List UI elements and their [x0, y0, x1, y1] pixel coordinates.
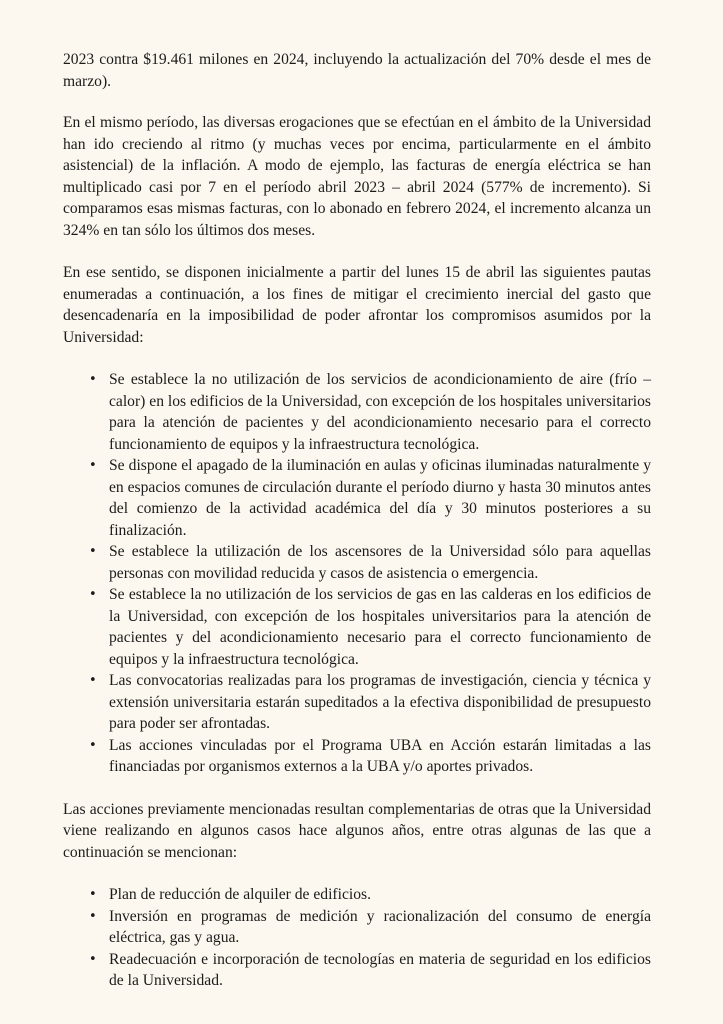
list-item-text: Las convocatorias realizadas para los programas de investigación, ciencia y técnica y extensión universitaria estarán supeditados a la efectiva disponibilidad de presupuesto para poder ser afrontadas.	[109, 672, 651, 732]
paragraph-budget-continuation: 2023 contra $19.461 milones en 2024, incluyendo la actualización del 70% desde el mes de marzo).	[63, 51, 651, 90]
list-item-text: Se establece la no utilización de los servicios de gas en las calderas en los edificios de la Universidad, con excepción de los hospitales universitarios para la atención de pacientes y del acondicionamiento necesario para el correcto funcionamiento de equipos y la infraestructura tecnológica.	[109, 586, 651, 668]
bullet-icon: •	[89, 673, 97, 688]
list-item	[63, 884, 651, 906]
list-item-text: Plan de reducción de alquiler de edificios.	[109, 886, 371, 903]
measures-list	[63, 369, 651, 778]
paragraph-complementary-intro: Las acciones previamente mencionadas resultan complementarias de otras que la Universidad viene realizando en algunos casos hace algunos años, entre otras algunas de las que a continuación se mencionan:	[63, 800, 651, 861]
bullet-icon: •	[89, 372, 97, 387]
list-item	[63, 735, 651, 778]
bullet-icon: •	[89, 458, 97, 473]
list-item	[63, 906, 651, 949]
list-item-text: Inversión en programas de medición y racionalización del consumo de energía eléctrica, gas y agua.	[109, 907, 651, 946]
list-item-text: Las acciones vinculadas por el Programa UBA en Acción estarán limitadas a las financiadas por organismos externos a la UBA y/o aportes privados.	[109, 736, 651, 775]
list-item	[63, 584, 651, 670]
bullet-icon: •	[89, 737, 97, 753]
bullet-icon: •	[89, 908, 97, 924]
list-item-text: Se dispone el apagado de la iluminación en aulas y oficinas iluminadas naturalmente y en espacios comunes de circulación durante el período diurno y hasta 30 minutos antes del comienzo de la actividad académica del día y 30 minutos posteriores a su finalización.	[109, 457, 651, 539]
list-item-text: Se establece la utilización de los ascensores de la Universidad sólo para aquellas personas con movilidad reducida y casos de asistencia o emergencia.	[109, 543, 651, 582]
list-item-text: Readecuación e incorporación de tecnologías en materia de seguridad en los edificios de la Universidad.	[109, 950, 651, 989]
complementary-actions-list	[63, 884, 651, 992]
list-item	[63, 369, 651, 455]
bullet-icon: •	[89, 951, 97, 967]
list-item	[63, 949, 651, 992]
list-item	[63, 670, 651, 735]
list-item	[63, 455, 651, 541]
list-item	[63, 541, 651, 584]
paragraph-expenses-growth: En el mismo período, las diversas erogaciones que se efectúan en el ámbito de la Universidad han ido creciendo al ritmo (y muchas veces por encima, particularmente en el ámbito asistencial) de la inflación. A modo de ejemplo, las facturas de energía eléctrica se han multiplicado casi por 7 en el período abril 2023 – abril 2024 (577% de incremento). Si comparamos esas mismas facturas, con lo abonado en febrero 2024, el incremento alcanza un 324% en tan sólo los últimos dos meses.	[63, 114, 651, 239]
bullet-icon: •	[89, 587, 97, 602]
list-item-text: Se establece la no utilización de los servicios de acondicionamiento de aire (frío – calor) en los edificios de la Universidad, con excepción de los hospitales universitarios para la atención de pacientes y del acondicionamiento necesario para el correcto funcionamiento de equipos y la infraestructura tecnológica.	[109, 371, 651, 453]
paragraph-measures-intro: En ese sentido, se disponen inicialmente a partir del lunes 15 de abril las siguientes pautas enumeradas a continuación, a los fines de mitigar el crecimiento inercial del gasto que desencadenaría en la imposibilidad de poder afrontar los compromisos asumidos por la Universidad:	[63, 264, 651, 346]
bullet-icon: •	[89, 887, 97, 902]
bullet-icon: •	[89, 544, 97, 559]
